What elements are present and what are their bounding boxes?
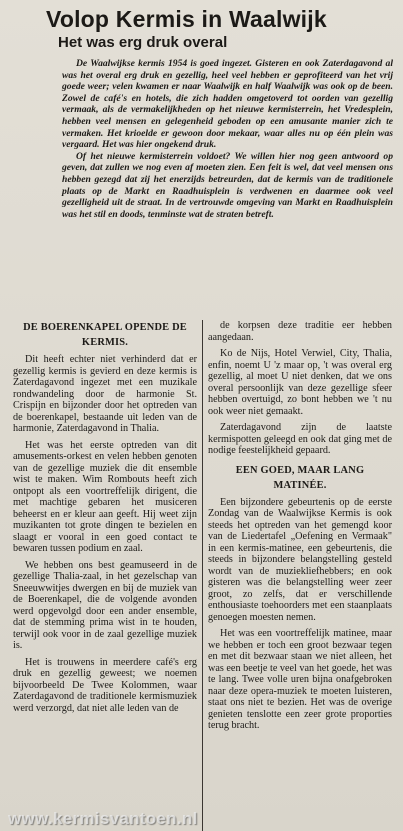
website-watermark: www.kermisvantoen.nl: [8, 809, 198, 828]
body-paragraph: Het was een voortreffelijk matinee, maar we hebben er toch een groot bezwaar tegen en met dit bezwaar staan we niet alleen, het was een beetje te veel van het goede, het was te lang. Twee volle uren bijna onafgebroken naar deze opera-muziek te moeten luisteren, staat ons niet te bezien. Het was de overige genieten tenslotte een zeer grote proporties terug bracht.: [208, 628, 392, 731]
body-paragraph: Zaterdagavond zijn de laatste kermispotten geleegd en ook dat ging met de nodige feestelijkheid gepaard.: [208, 422, 392, 456]
article-columns: [8, 320, 397, 831]
right-column: [202, 320, 397, 831]
intro-paragraph: Of het nieuwe kermisterrein voldoet? We willen hier nog geen antwoord op geven, dat zullen we nog even af moeten zien. Een feit is wel, dat veel mensen ons hebben gezegd dat zij het enerzijds betreurden, dat de kermis van de traditionele plaats op de Markt en Raadhuisplein is verdwenen en daarmee ook veel gezelligheid uit de straat. In de vertrouwde omgeving van Markt en Raadhuisplein was het stil en doods, tenminste wat de straten betreft.: [62, 150, 393, 220]
article-intro: [62, 58, 393, 220]
body-paragraph: Het was het eerste optreden van dit amusements-orkest en velen hebben genoten van de gezellige muziek die dit ensemble wist te maken. Wim Rombouts heeft zich ontpopt als een voortreffelijk dirigent, die met machtige gebaren het musiceren beheerst en er kleur aan geeft. Hij weet zijn muzikanten tot grote dingen te bezielen en slaagt er vooral in een goed contact te bewaren tussen podium en zaal.: [13, 439, 197, 554]
article-headline: Volop Kermis in Waalwijk: [46, 6, 327, 32]
body-paragraph: Dit heeft echter niet verhinderd dat er gezellig kermis is gevierd en deze kermis is Zaterdagavond ingezet met een muzikale rondwandeling door de harmonie St. Crispijn en bijzonder door het optreden van de boerenkapel, bestaande uit leden van de harmonie, Zaterdagavond in Thalia.: [13, 354, 197, 434]
article-subheadline: Het was erg druk overal: [58, 34, 228, 51]
body-paragraph: de korpsen deze traditie eer hebben aangedaan.: [208, 320, 392, 343]
section-heading-matinee: EEN GOED, MAAR LANG MATINÉE.: [235, 464, 365, 491]
body-paragraph: We hebben ons best geamuseerd in de gezellige Thalia-zaal, in het gezelschap van Sneeuwwitjes dwergen en bij de muziek van de Boerenkapel, die de volgende avonden werd opgevolgd door een ander ensemble, dat de stemming prima wist in te houden, terwijl ook voor in de zaal gezellige muziek is.: [13, 559, 197, 651]
body-paragraph: Ko de Nijs, Hotel Verwiel, City, Thalia, enfin, noemt U 'z maar op, 't was overal erg gezellig, al moet U niet denken, dat we ons overal persoonlijk van deze gezellige sfeer hebben overtuigd, zo bont hebben we 't nu ook weer niet gemaakt.: [208, 348, 392, 417]
intro-paragraph: De Waalwijkse kermis 1954 is goed ingezet. Gisteren en ook Zaterdagavond al was het overal erg druk en gezellig, heel veel hebben er geprofiteerd van het vrij goede weer; velen kwamen er naar Waalwijk en half Waalwijk was ook op de been. Zowel de café's en hotels, die zich hadden omgetoverd tot oorden van gezellig vermaak, als de vermakelijkheden op het nieuwe kermisterrein, het Vredesplein, hebben veel mensen en gelegenheid geboden op een amusante manier zich te vermaken. Het krioelde er gewoon door mekaar, waar alles nu op één plein was vergaard. Het was hier ongekend druk.: [62, 58, 393, 151]
body-paragraph: Een bijzondere gebeurtenis op de eerste Zondag van de Waalwijkse Kermis is ook steeds het optreden van het gemengd koor van de Liedertafel „Oefening en Vermaak" in een kermis-matinee, een gebeurtenis, die steeds in bijzondere belangstelling gesteld wordt van de muziekliefhebbers; en ook gisteren was die belangstelling weer zeer groot, zo zelfs, dat er verschillende enthousiaste toehoorders met een staanplaats genoegen moesten nemen.: [208, 496, 392, 623]
left-column: [8, 320, 202, 831]
section-heading-boerenkapel: DE BOERENKAPEL OPENDE DE KERMIS.: [23, 322, 187, 348]
body-paragraph: Het is trouwens in meerdere café's erg druk en gezellig geweest; we noemen bijvoorbeeld De Twee Kolommen, waar Zaterdagavond de traditionele kermismuziek werd verzorgd, dat niet alle leden van de: [13, 656, 197, 714]
